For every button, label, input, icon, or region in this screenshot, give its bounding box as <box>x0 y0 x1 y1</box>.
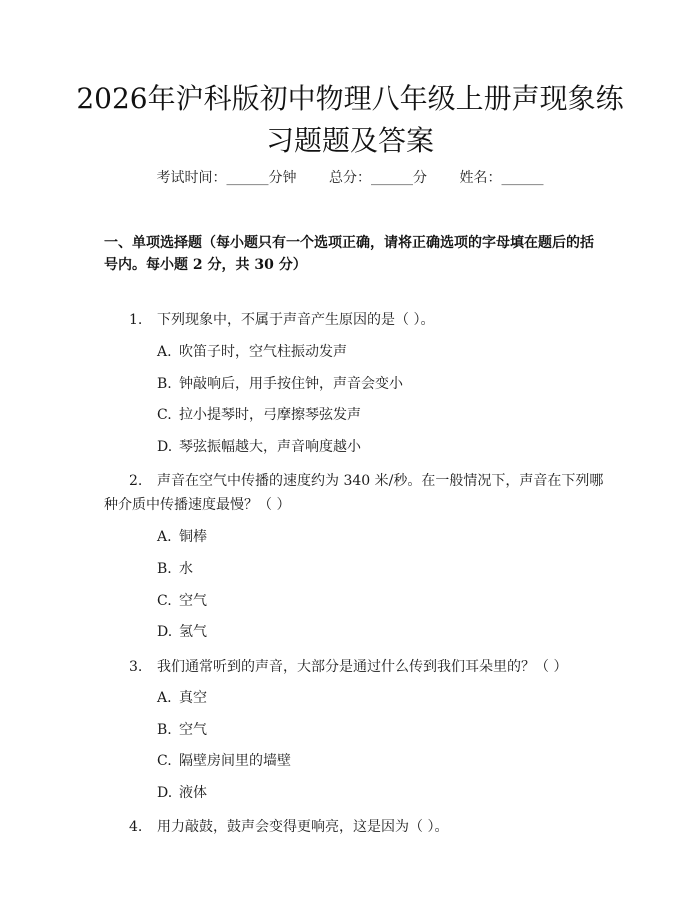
exam-info-line <box>0 168 700 188</box>
option-d <box>157 622 207 642</box>
option-a <box>157 688 207 708</box>
option-text: 空气 <box>179 722 207 738</box>
option-a <box>157 342 347 362</box>
option-c <box>157 591 207 611</box>
option-letter: B. <box>157 722 172 738</box>
option-text: 水 <box>179 561 193 577</box>
question-3 <box>104 655 604 679</box>
option-letter: C. <box>157 593 172 609</box>
option-letter: A. <box>157 690 172 706</box>
option-text: 拉小提琴时，弓摩擦琴弦发声 <box>179 407 361 423</box>
option-letter: C. <box>157 753 172 769</box>
option-c <box>157 405 361 425</box>
option-text: 钟敲响后，用手按住钟，声音会变小 <box>179 376 403 392</box>
option-letter: A. <box>157 344 172 360</box>
option-letter: D. <box>157 439 173 455</box>
option-letter: D. <box>157 624 173 640</box>
option-text: 液体 <box>179 785 207 801</box>
question-number: 3. <box>129 659 143 675</box>
option-text: 琴弦振幅越大，声音响度越小 <box>179 439 361 455</box>
option-b <box>157 720 207 740</box>
question-stem: 用力敲鼓，鼓声会变得更响亮，这是因为（ ）。 <box>157 819 449 835</box>
option-text: 吹笛子时，空气柱振动发声 <box>179 344 347 360</box>
option-text: 真空 <box>179 690 207 706</box>
question-2 <box>104 469 604 517</box>
option-a <box>157 527 207 547</box>
exam-time-field: 考试时间：______分钟 <box>156 170 297 186</box>
question-stem: 我们通常听到的声音，大部分是通过什么传到我们耳朵里的？（ ） <box>157 659 568 675</box>
question-number: 4. <box>129 819 143 835</box>
question-1 <box>104 308 604 332</box>
option-letter: B. <box>157 376 172 392</box>
option-text: 空气 <box>179 593 207 609</box>
option-text: 铜棒 <box>179 529 207 545</box>
option-letter: C. <box>157 407 172 423</box>
option-text: 氢气 <box>179 624 207 640</box>
option-c <box>157 751 291 771</box>
student-name-field: 姓名：______ <box>459 170 544 186</box>
section-heading: 一、单项选择题（每小题只有一个选项正确，请将正确选项的字母填在题后的括号内。每小题 2 分，共 30 分） <box>104 235 594 273</box>
option-d <box>157 437 361 457</box>
question-number: 2. <box>129 473 143 489</box>
option-letter: A. <box>157 529 172 545</box>
total-score-field: 总分：______分 <box>329 170 427 186</box>
option-letter: D. <box>157 785 173 801</box>
option-letter: B. <box>157 561 172 577</box>
option-text: 隔壁房间里的墙壁 <box>179 753 291 769</box>
question-number: 1. <box>129 312 143 328</box>
question-4 <box>104 815 604 839</box>
question-stem: 声音在空气中传播的速度约为 340 米/秒。在一般情况下，声音在下列哪种介质中传播速度最慢？（ ） <box>104 473 604 513</box>
document-title: 2026年沪科版初中物理八年级上册声现象练习题题及答案 <box>76 82 624 157</box>
option-d <box>157 783 207 803</box>
option-b <box>157 374 403 394</box>
option-b <box>157 559 193 579</box>
question-stem: 下列现象中，不属于声音产生原因的是（ ）。 <box>157 312 435 328</box>
